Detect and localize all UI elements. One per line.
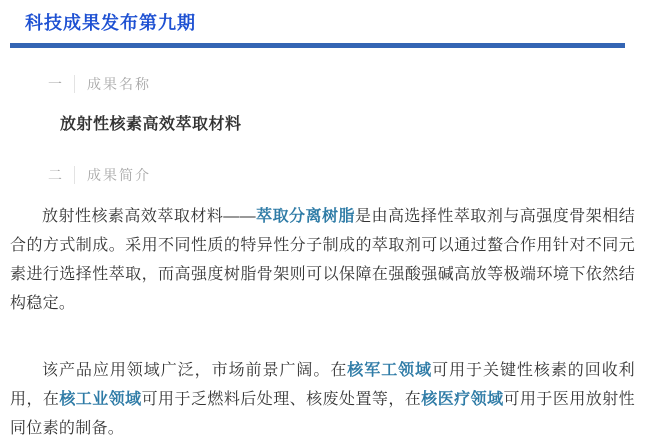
section-header-name xyxy=(48,74,645,94)
section-header-intro xyxy=(48,165,645,185)
highlighted-term: 核军工领域 xyxy=(347,362,433,379)
section-label: 成果简介 xyxy=(87,167,151,183)
highlighted-term: 核工业领域 xyxy=(59,391,142,408)
section-label: 成果名称 xyxy=(87,76,151,92)
highlighted-term: 核医疗领域 xyxy=(421,391,504,408)
section-number: 二 xyxy=(48,167,64,183)
highlighted-term: 萃取分离树脂 xyxy=(255,208,355,225)
body-text-run: 可用于乏燃料后处理、核废处置等，在 xyxy=(141,391,422,408)
body-text-run: 该产品应用领域广泛，市场前景广阔。在 xyxy=(42,362,348,379)
section-divider xyxy=(74,75,75,93)
achievement-name: 放射性核素高效萃取材料 xyxy=(60,116,242,133)
section-divider xyxy=(74,166,75,184)
document-page xyxy=(0,9,645,447)
application-paragraph xyxy=(10,356,635,443)
body-text-run: 放射性核素高效萃取材料—— xyxy=(42,208,256,225)
intro-paragraph xyxy=(10,202,635,318)
section-number: 一 xyxy=(48,76,64,92)
body-text-run: 是由高选择性萃取剂与高强度骨架相结合的方式制成。采用不同性质的特异性分子制成的萃取剂可以通过螯合作用针对不同元素进行选择性萃取，而高强度树脂骨架则可以保障在强酸强碱高放等极端环境下依然结构稳定。 xyxy=(10,208,635,312)
page-title: 科技成果发布第九期 xyxy=(25,13,196,33)
body-text-run: 可用于医用放射性同位素的制备。 xyxy=(10,391,635,437)
title-underline-rule xyxy=(10,43,625,48)
body-text-run: 可用于关键性核素的回收利用，在 xyxy=(10,362,635,408)
